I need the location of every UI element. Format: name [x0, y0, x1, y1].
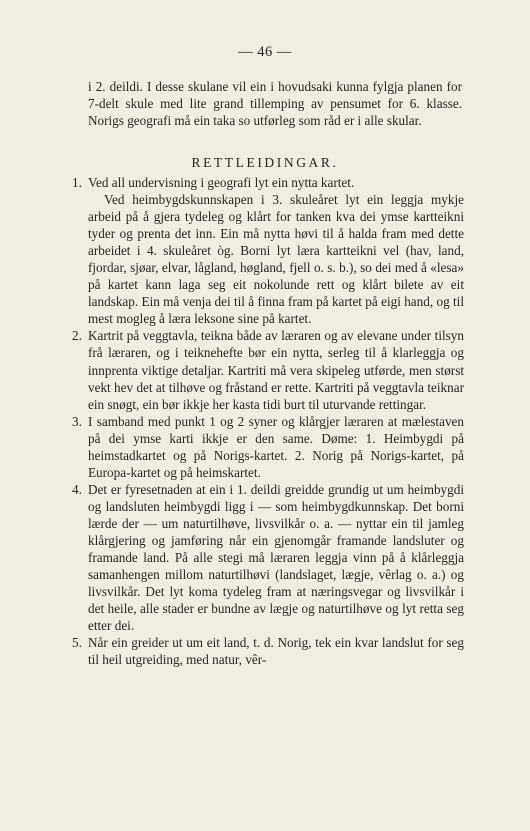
guidance-item-1 [72, 174, 464, 327]
item-text: I samband med punkt 1 og 2 syner og klårgjer læraren at mælestaven på dei ymse karti ikkje er den same. Døme: 1. Heimbygdi på heimstadkartet og på Norigs-kartet. 2. Norig på Norigs-kartet, på Europa-kartet og på heimskartet. [88, 413, 464, 480]
item-number: 3. [72, 413, 82, 429]
guidance-item-3 [72, 413, 464, 481]
item-text: Kartrit på veggtavla, teikna både av læraren og av elevane under tilsyn frå læraren, og i teiknehefte bør ein nytta, serleg til å klarleggja og innprenta viktige detaljar. Kartriti må vera skipeleg utførde, men størst vekt hev det at tilhøve og fråstand er rette. Kartriti på veggtavla teiknar ein snøgt, ein bør ikkje her kasta tidi burt til uturvande rettingar. [88, 328, 464, 412]
intro-paragraph: i 2. deildi. I desse skulane vil ein i hovudsaki kunna fylgja planen for 7-delt skule med lite grand tillemping av pensumet for 6. klasse. Norigs geografi må ein taka so utførleg som råd er i alle skular. [88, 79, 462, 129]
item-number: 1. [72, 175, 82, 190]
item-paragraph: Ved heimbygdskunnskapen i 3. skuleåret lyt ein leggja mykje arbeid på å gjera tydeleg og klårt for tanken kva dei ymse kartteikni tyder og prenta det inn. Ein må nytta høvi til å halda fram med dette arbeidet i 4. skuleåret òg. Borni lyt læra kartteikni vel (hav, land, fjordar, sjøar, elvar, lågland, høgland, fjell o. s. b.), so dei med å «lesa» på kartet kann laga seg eit nokolunde rett og klårt bilete av eit landskap. Ein må venja dei til å finna fram på kartet på eigi hand, og til mest mogleg å læra leksone sine på kartet. [88, 192, 464, 327]
section-heading: RETTLEIDINGAR. [191, 155, 339, 170]
item-number: 5. [72, 635, 82, 651]
guidance-item-2 [72, 327, 464, 412]
item-text: Det er fyresetnaden at ein i 1. deildi greidde grundig ut um heimbygdi og landsluten heimbygdi ligg i — som heimbygdkunnskap. Det borni lærde der — um naturtilhøve, livsvilkår o. a. — nyttar ein til jamleg klårgjering og jamføring når ein gjenomgår framande landsluter og framande land. På alle stegi må læraren leggja vinn på å klårleggja samanhengen millom naturtilhøvi (landslaget, lægje, vêrlag o. a.) og livsvilkår. Det lyt koma tydeleg fram at næringsvegar og livsvilkår i det heile, alle stader er bundne av lægje og naturtilhøve og lyt retta seg etter dei. [88, 481, 464, 634]
item-number: 2. [72, 328, 82, 344]
item-text: Når ein greider ut um eit land, t. d. Norig, tek ein kvar landslut for seg til heil utgreiding, med natur, vêr- [88, 635, 464, 668]
item-first-line: Ved all undervisning i geografi lyt ein nytta kartet. [88, 175, 355, 190]
guidance-item-5 [72, 634, 464, 668]
page-number: — 46 — [238, 44, 292, 60]
guidance-list [72, 174, 464, 668]
guidance-item-4 [72, 481, 464, 634]
item-number: 4. [72, 481, 82, 497]
